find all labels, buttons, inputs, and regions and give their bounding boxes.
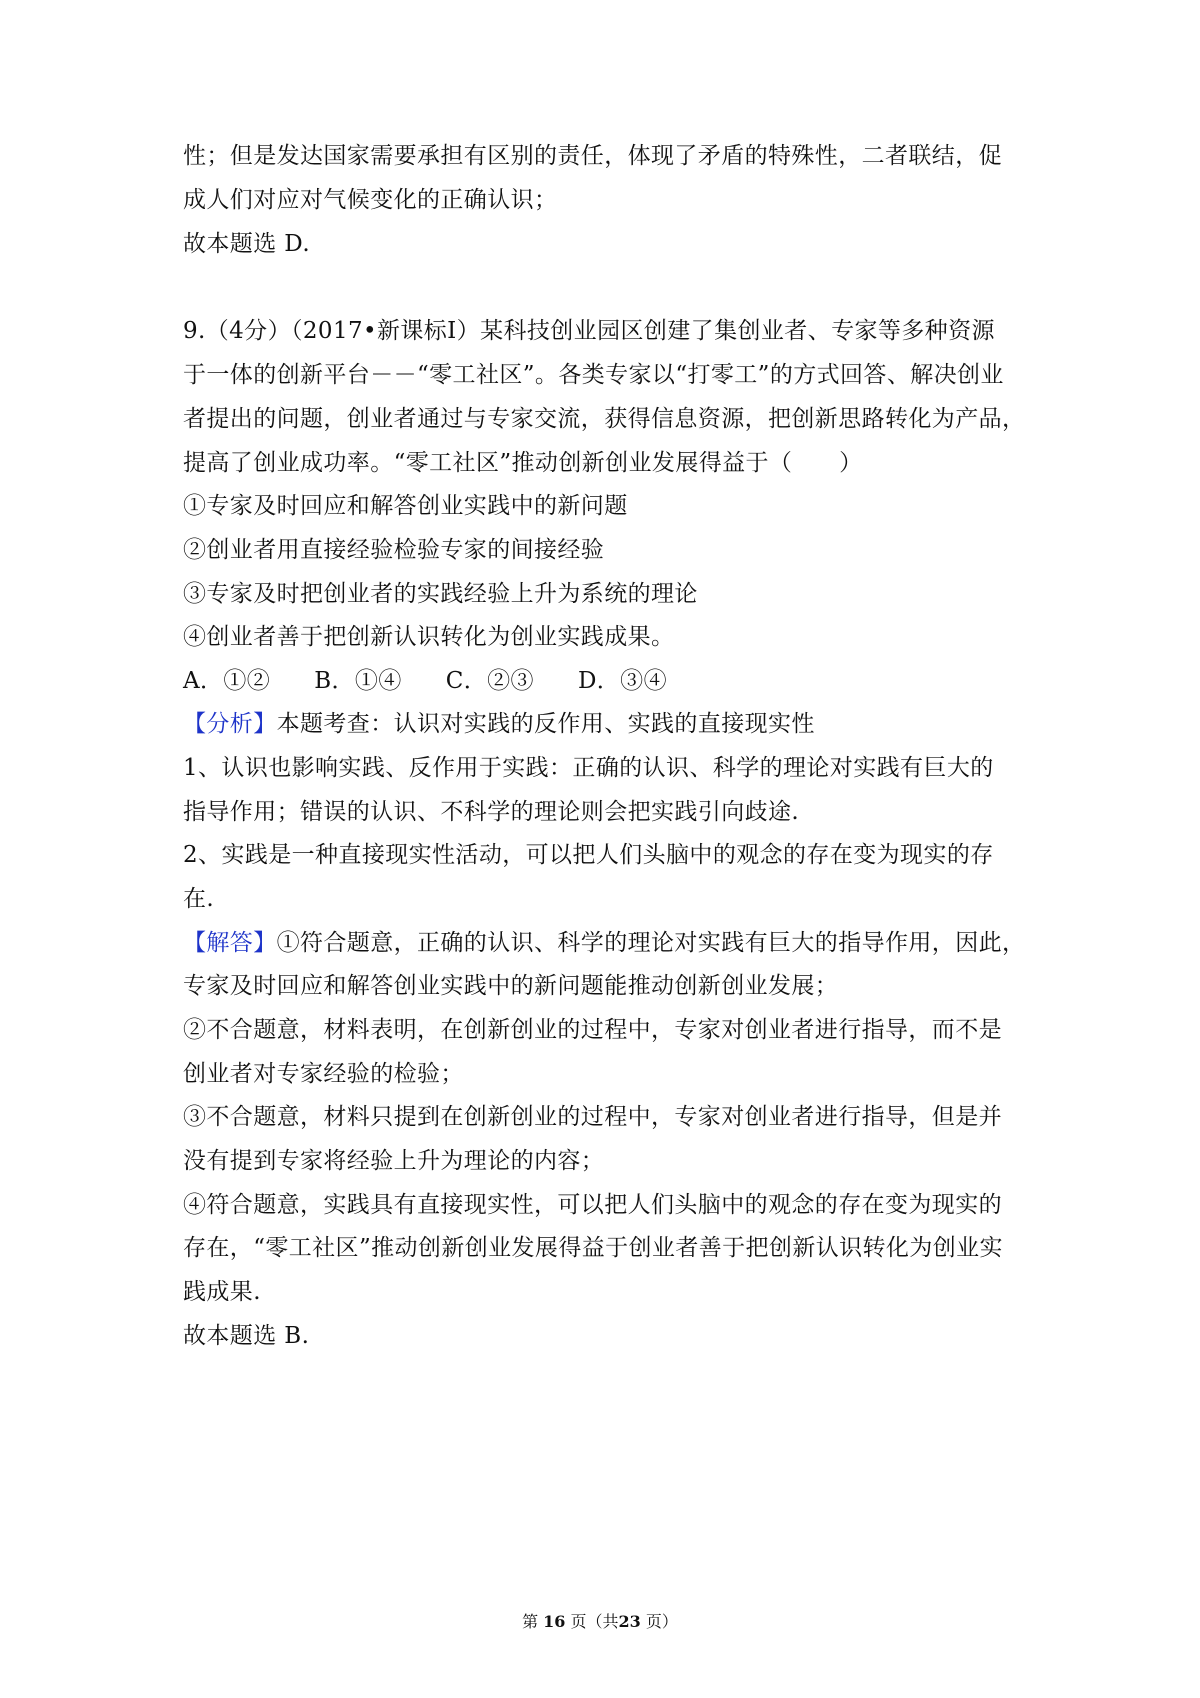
answer-line: 存在，“零工社区”推动创新创业发展得益于创业者善于把创新认识转化为创业实	[183, 1235, 1003, 1261]
option-b: B．①④	[314, 668, 402, 694]
option-c: C．②③	[445, 668, 534, 694]
answer-line: 践成果.	[183, 1279, 261, 1305]
continuation-line: 成人们对应对气候变化的正确认识；	[183, 187, 558, 213]
answer-line: ②不合题意，材料表明，在创新创业的过程中，专家对创业者进行指导，而不是	[183, 1017, 1002, 1043]
statement-3: ③专家及时把创业者的实践经验上升为系统的理论	[183, 581, 698, 607]
footer-total-pages: 23	[618, 1612, 641, 1631]
footer-page-number: 16	[543, 1612, 566, 1631]
analysis-point-2: 2、实践是一种直接现实性活动，可以把人们头脑中的观念的存在变为现实的存	[183, 842, 994, 868]
analysis-point-1: 1、认识也影响实践、反作用于实践：正确的认识、科学的理论对实践有巨大的	[183, 755, 994, 781]
question-header-line: 于一体的创新平台－－“零工社区”。各类专家以“打零工”的方式回答、解决创业	[183, 362, 1004, 388]
page-footer	[0, 1612, 1200, 1632]
statement-1: ①专家及时回应和解答创业实践中的新问题	[183, 493, 628, 519]
answer-line: 没有提到专家将经验上升为理论的内容；	[183, 1148, 605, 1174]
continuation-line: 性；但是发达国家需要承担有区别的责任，体现了矛盾的特殊性，二者联结，促	[183, 143, 1002, 169]
statement-4: ④创业者善于把创新认识转化为创业实践成果。	[183, 624, 675, 650]
footer-suffix: 页）	[645, 1612, 678, 1631]
answer-tag: 【解答】	[183, 930, 277, 956]
answer-options	[183, 666, 1028, 696]
analysis-intro: 本题考查：认识对实践的反作用、实践的直接现实性	[276, 711, 815, 737]
footer-prefix: 第	[522, 1612, 539, 1631]
analysis-tag: 【分析】	[183, 711, 277, 737]
question-header-line: 者提出的问题，创业者通过与专家交流，获得信息资源，把创新思路转化为产品，	[183, 406, 1026, 432]
statement-2: ②创业者用直接经验检验专家的间接经验	[183, 537, 605, 563]
answer-first-text: ①符合题意，正确的认识、科学的理论对实践有巨大的指导作用，因此，	[276, 930, 1026, 956]
answer-first-line	[183, 928, 1028, 958]
question-header-line: 提高了创业成功率。“零工社区”推动创新创业发展得益于（ ）	[183, 450, 863, 476]
answer-line: ④符合题意，实践具有直接现实性，可以把人们头脑中的观念的存在变为现实的	[183, 1192, 1002, 1218]
analysis-point-2: 在.	[183, 886, 215, 912]
analysis-point-1: 指导作用；错误的认识、不科学的理论则会把实践引向歧途.	[183, 799, 800, 825]
answer-conclusion: 故本题选 B.	[183, 1323, 310, 1349]
option-a: A．①②	[183, 668, 271, 694]
footer-middle: 页（共	[570, 1612, 619, 1631]
answer-line: 专家及时回应和解答创业实践中的新问题能推动创新创业发展；	[183, 973, 839, 999]
previous-conclusion: 故本题选 D.	[183, 231, 311, 257]
question-header-line: 9.（4分）（2017•新课标Ⅰ）某科技创业园区创建了集创业者、专家等多种资源	[183, 318, 995, 344]
answer-line: ③不合题意，材料只提到在创新创业的过程中，专家对创业者进行指导，但是并	[183, 1104, 1002, 1130]
answer-line: 创业者对专家经验的检验；	[183, 1061, 464, 1087]
option-d: D．③④	[577, 668, 667, 694]
analysis-intro-line	[183, 709, 1028, 739]
